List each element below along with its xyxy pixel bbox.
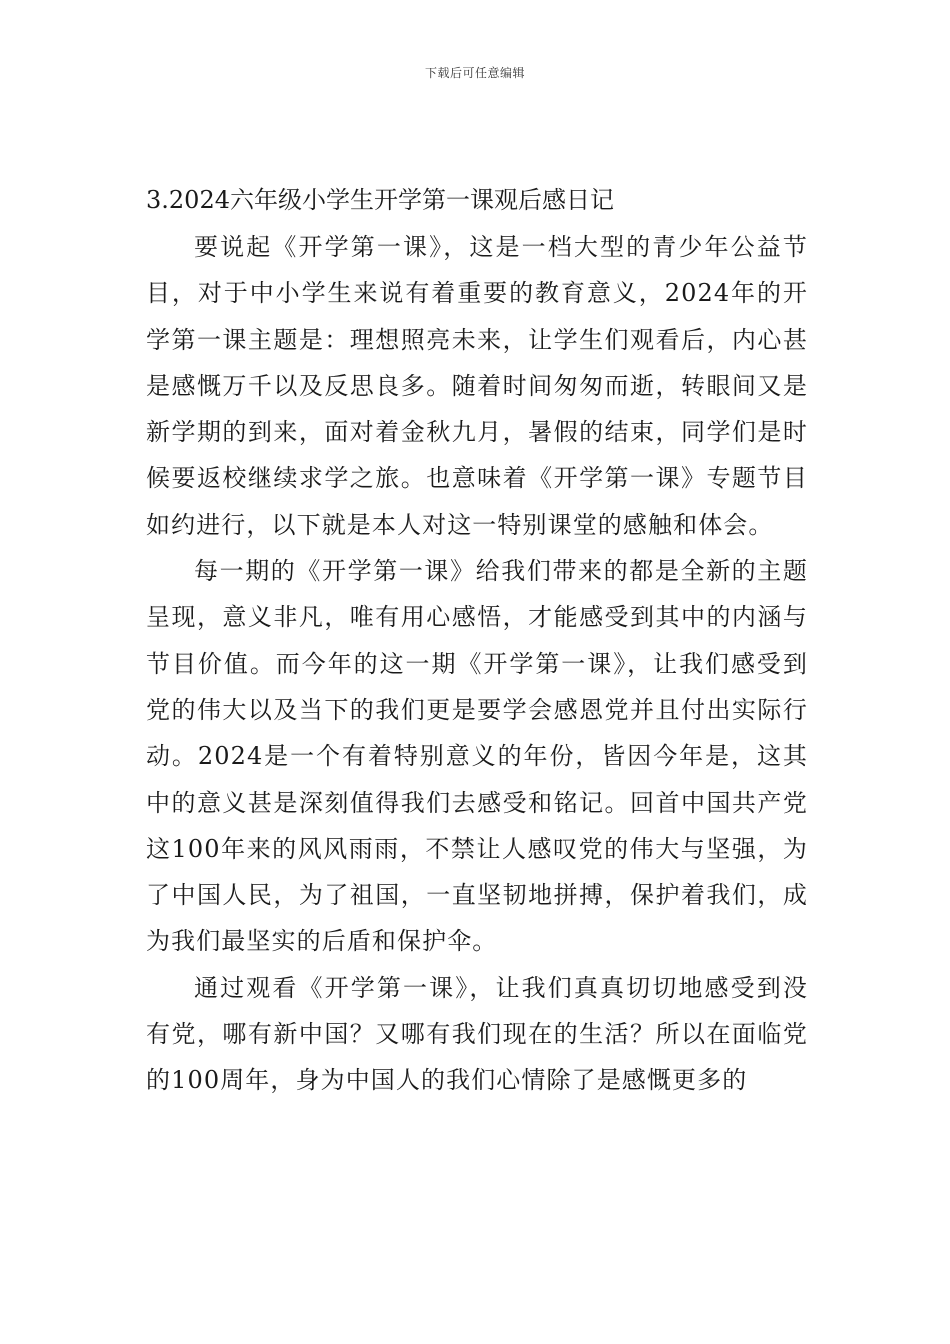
header-note: 下载后可任意编辑 [424, 66, 525, 80]
paragraph-1: 要说起《开学第一课》，这是一档大型的青少年公益节目，对于中小学生来说有着重要的教育意义，2024年的开学第一课主题是：理想照亮未来，让学生们观看后，内心甚是感慨万千以及反思良多。随着时间匆匆而逝，转眼间又是新学期的到来，面对着金秋九月，暑假的结束，同学们是时候要返校继续求学之旅。也意味着《开学第一课》专题节目如约进行，以下就是本人对这一特别课堂的感触和体会。 [146, 233, 808, 539]
paragraph-3: 通过观看《开学第一课》，让我们真真切切地感受到没有党，哪有新中国？又哪有我们现在的生活？所以在面临党的100周年，身为中国人的我们心情除了是感慨更多的 [146, 973, 808, 1095]
document-title: 3.2024六年级小学生开学第一课观后感日记 [146, 186, 614, 214]
document-body [146, 182, 808, 1104]
paragraph-2: 每一期的《开学第一课》给我们带来的都是全新的主题呈现，意义非凡，唯有用心感悟，才能感受到其中的内涵与节目价值。而今年的这一期《开学第一课》，让我们感受到党的伟大以及当下的我们更是要学会感恩党并且付出实际行动。2024是一个有着特别意义的年份，皆因今年是，这其中的意义甚是深刻值得我们去感受和铭记。回首中国共产党这100年来的风风雨雨，不禁让人感叹党的伟大与坚强，为了中国人民，为了祖国，一直坚韧地拼搏，保护着我们，成为我们最坚实的后盾和保护伞。 [146, 557, 808, 956]
